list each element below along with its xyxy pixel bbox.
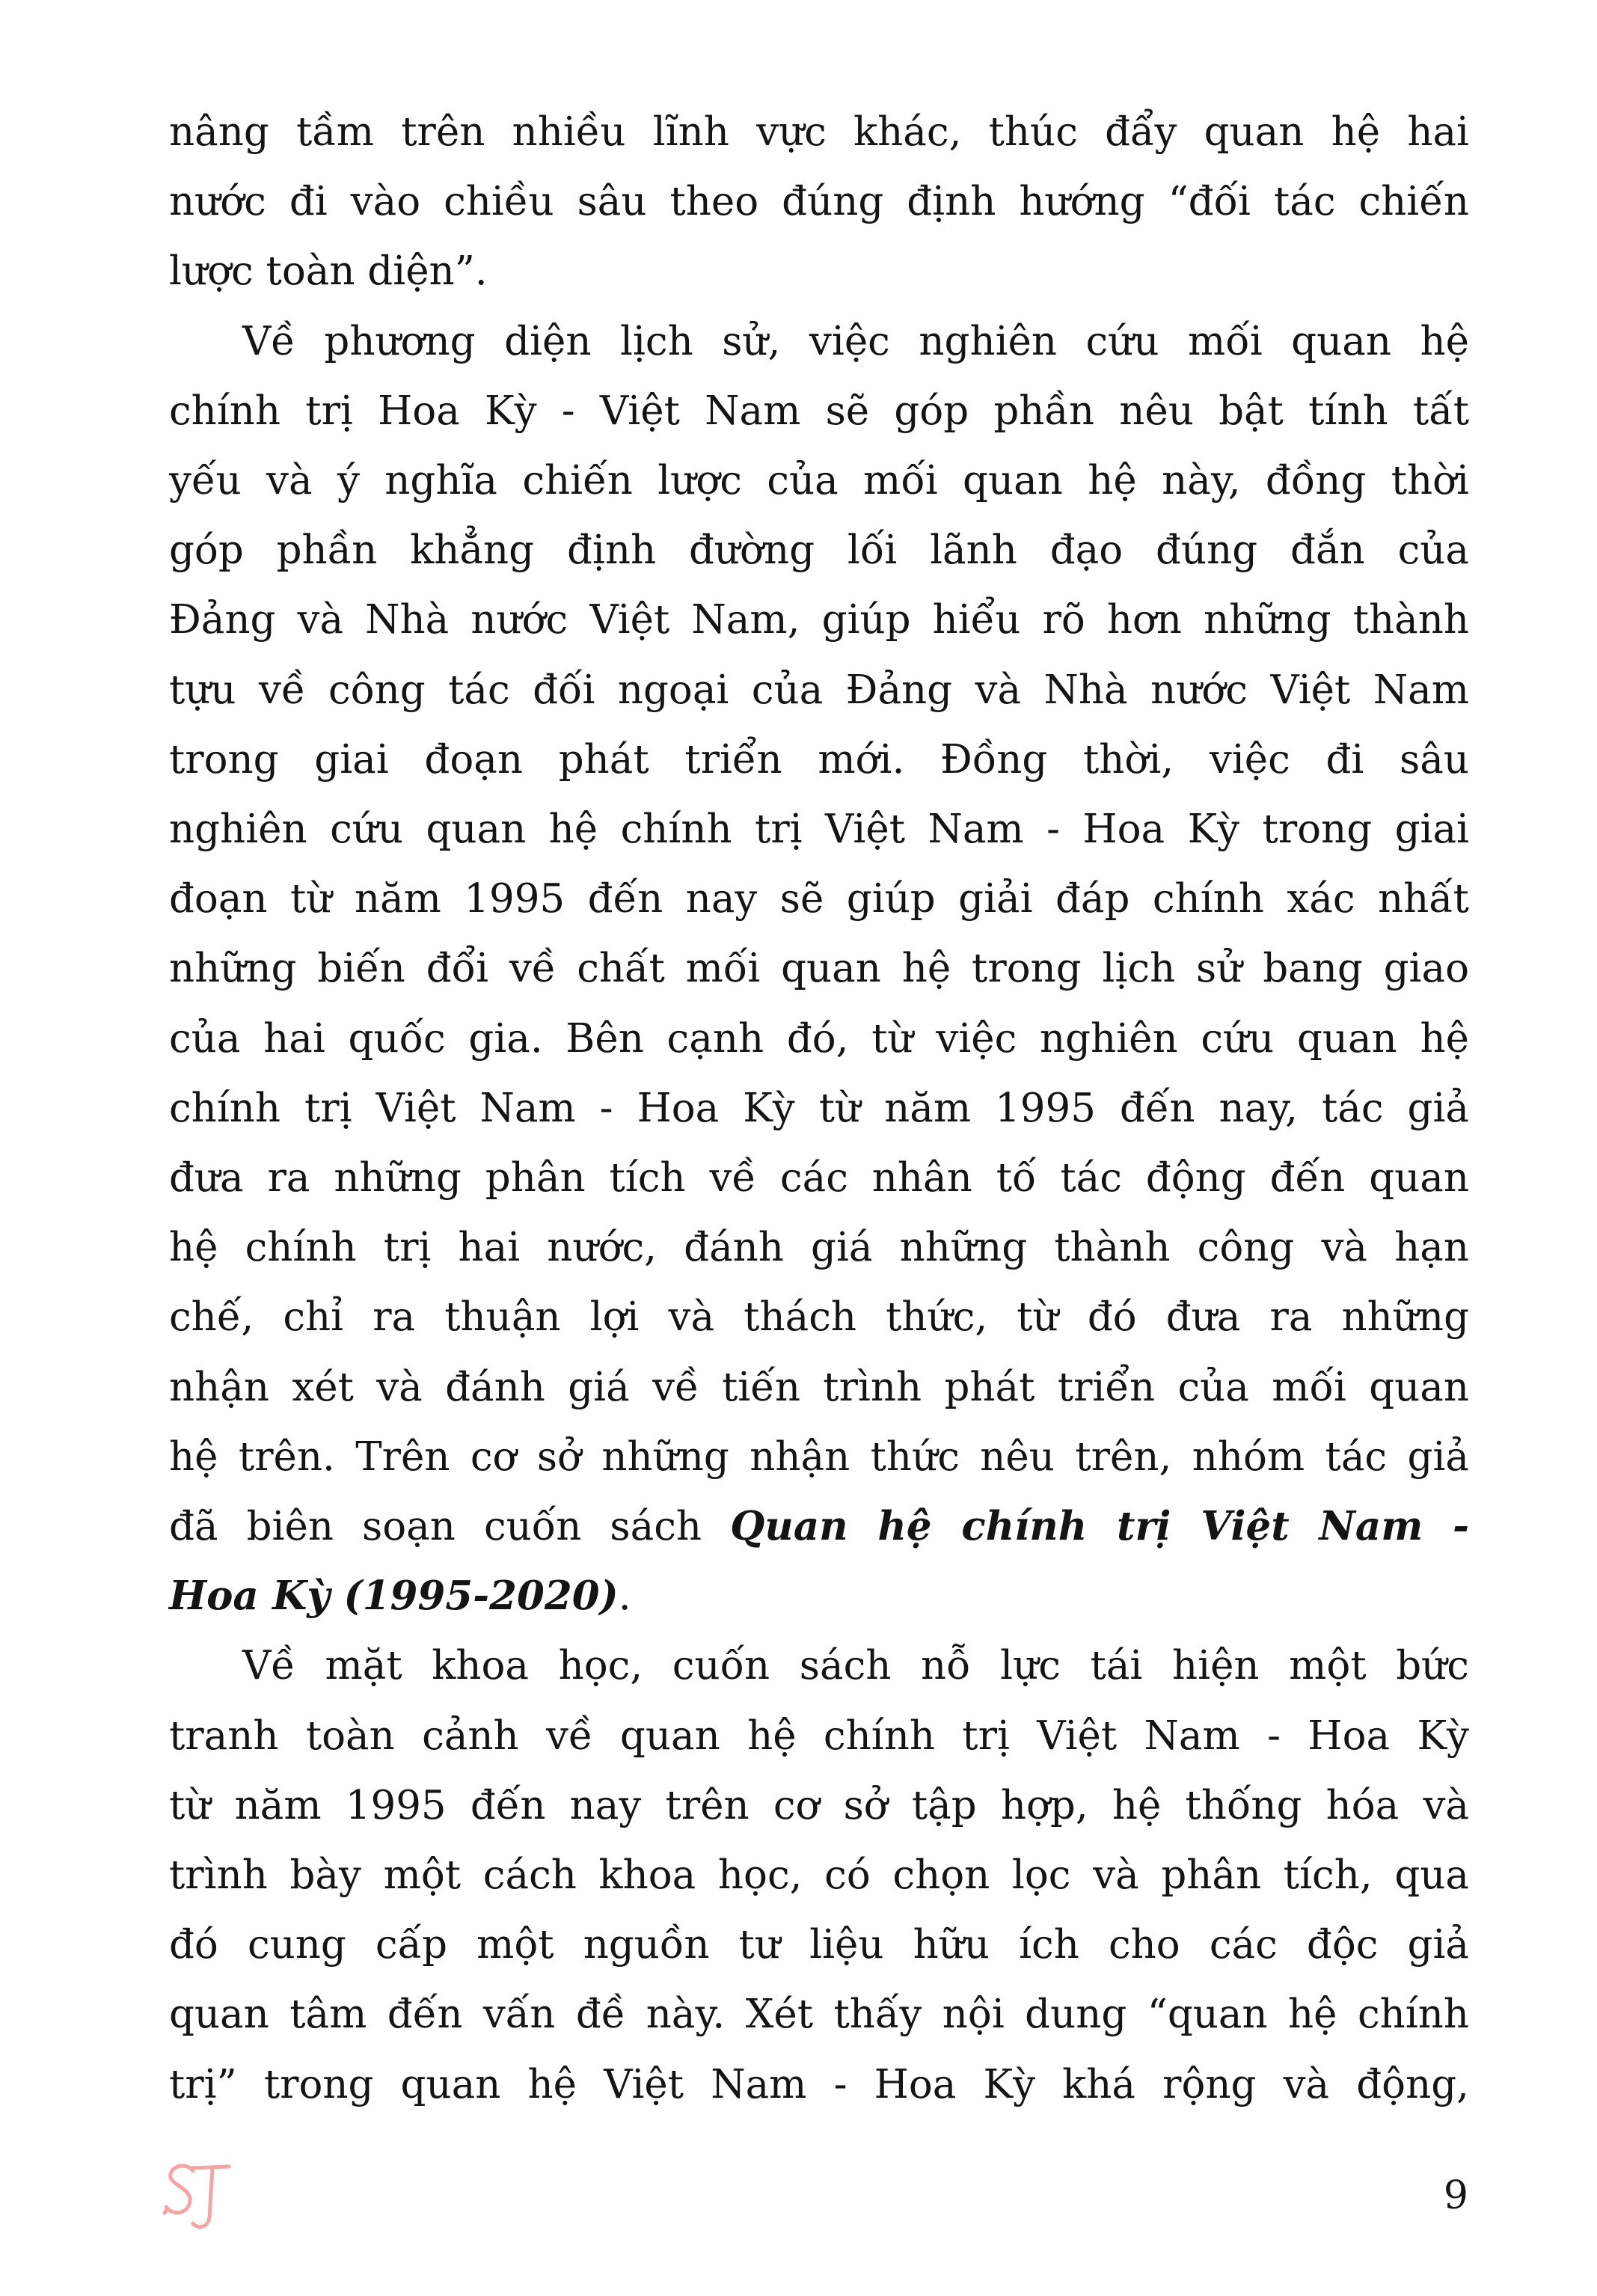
text-line: chính trị Hoa Kỳ - Việt Nam sẽ góp phần nêu bật tính tất [169, 388, 1469, 434]
text-line: của hai quốc gia. Bên cạnh đó, từ việc nghiên cứu quan hệ [169, 1015, 1469, 1062]
text-line: quan tâm đến vấn đề này. Xét thấy nội dung “quan hệ chính [169, 1992, 1469, 2038]
text-line: trong giai đoạn phát triển mới. Đồng thời, việc đi sâu [169, 736, 1469, 783]
text-line: lược toàn diện”. [169, 248, 488, 295]
text-line: tựu về công tác đối ngoại của Đảng và Nhà nước Việt Nam [169, 667, 1469, 713]
text-line: đoạn từ năm 1995 đến nay sẽ giúp giải đáp chính xác nhất [169, 876, 1469, 922]
text-line: tranh toàn cảnh về quan hệ chính trị Việt Nam - Hoa Kỳ [169, 1712, 1469, 1759]
text-line: nghiên cứu quan hệ chính trị Việt Nam - Hoa Kỳ trong giai [169, 806, 1469, 853]
paragraph-3 [169, 1631, 1469, 2119]
text-line: trị” trong quan hệ Việt Nam - Hoa Kỳ khá rộng và động, [169, 2061, 1469, 2107]
book-title-part-1: Quan hệ chính trị Việt Nam - [730, 1503, 1469, 1550]
text-line: từ năm 1995 đến nay trên cơ sở tập hợp, hệ thống hóa và [169, 1782, 1469, 1828]
text-line: góp phần khẳng định đường lối lãnh đạo đúng đắn của [169, 527, 1469, 574]
text-line: đó cung cấp một nguồn tư liệu hữu ích cho các độc giả [169, 1922, 1469, 1968]
text-line: hệ trên. Trên cơ sở những nhận thức nêu trên, nhóm tác giả [169, 1433, 1469, 1480]
text-line: nhận xét và đánh giá về tiến trình phát triển của mối quan [169, 1364, 1469, 1410]
closing-line-prefix: đã biên soạn cuốn sách [169, 1504, 731, 1550]
text-line [169, 1492, 1469, 1561]
closing-period: . [618, 1573, 631, 1620]
text-line: đưa ra những phân tích về các nhân tố tác động đến quan [169, 1155, 1469, 1201]
text-line: Đảng và Nhà nước Việt Nam, giúp hiểu rõ hơn những thành [169, 597, 1469, 643]
body-text [169, 97, 1469, 2119]
text-line: nâng tầm trên nhiều lĩnh vực khác, thúc đẩy quan hệ hai [169, 109, 1469, 155]
page-number: 9 [1443, 2173, 1468, 2218]
paragraph-1 [169, 97, 1469, 307]
text-line: yếu và ý nghĩa chiến lược của mối quan hệ này, đồng thời [169, 458, 1469, 504]
paragraph-2 [169, 307, 1469, 1632]
text-line: trình bày một cách khoa học, có chọn lọc và phân tích, qua [169, 1852, 1469, 1899]
publisher-logo-icon [160, 2155, 235, 2237]
text-line: những biến đổi về chất mối quan hệ trong lịch sử bang giao [169, 946, 1469, 992]
book-title-part-2: Hoa Kỳ (1995-2020) [169, 1573, 619, 1620]
text-line: chính trị Việt Nam - Hoa Kỳ từ năm 1995 đến nay, tác giả [169, 1085, 1469, 1131]
text-line: Về mặt khoa học, cuốn sách nỗ lực tái hiện một bức [242, 1643, 1469, 1689]
text-line: chế, chỉ ra thuận lợi và thách thức, từ đó đưa ra những [169, 1294, 1469, 1341]
text-line: Về phương diện lịch sử, việc nghiên cứu mối quan hệ [242, 318, 1469, 364]
text-line [169, 1561, 1469, 1631]
text-line: hệ chính trị hai nước, đánh giá những thành công và hạn [169, 1225, 1469, 1271]
text-line: nước đi vào chiều sâu theo đúng định hướng “đối tác chiến [169, 179, 1469, 225]
